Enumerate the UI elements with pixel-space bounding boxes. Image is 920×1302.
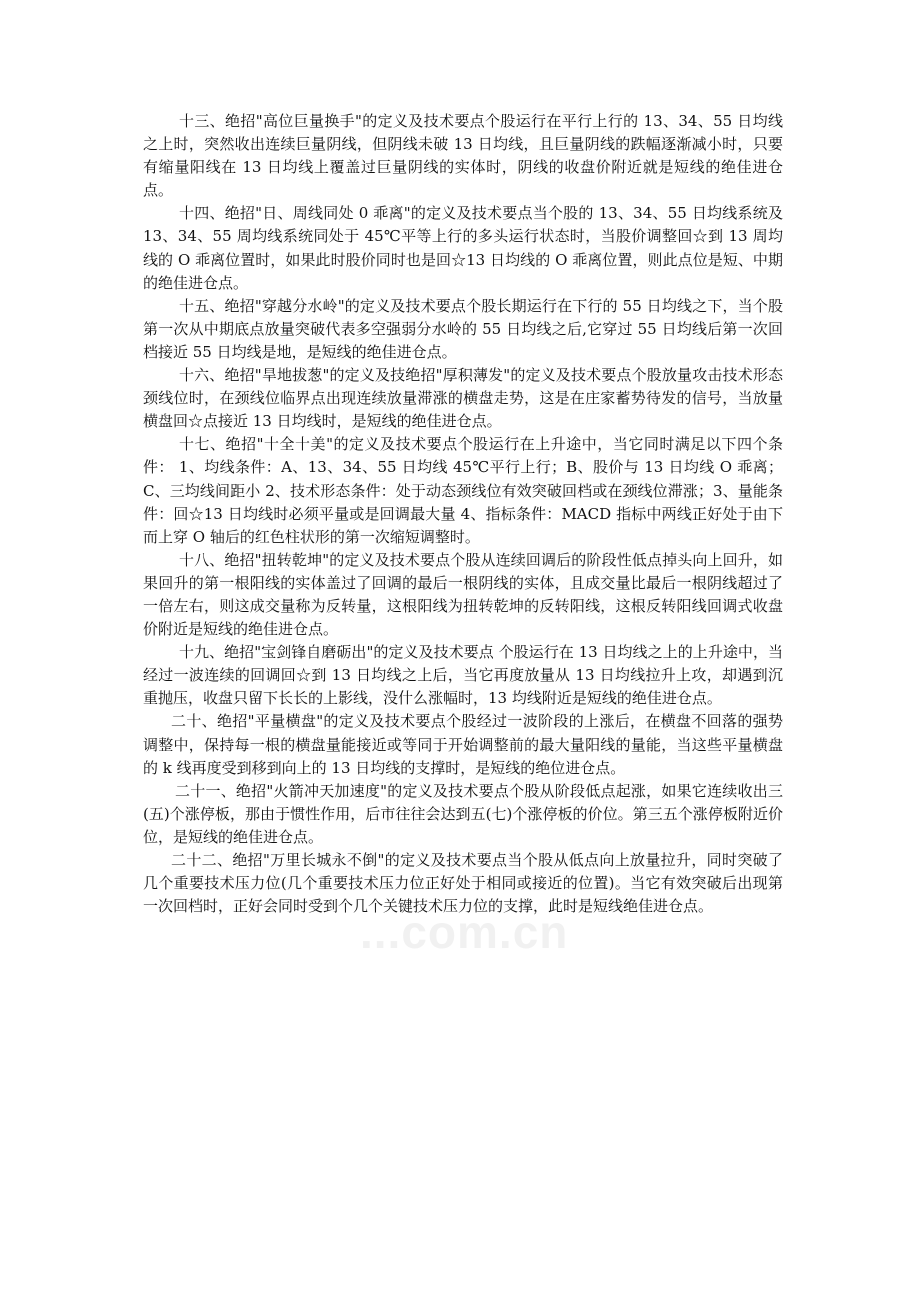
paragraph-21: 二十一、绝招"火箭冲天加速度"的定义及技术要点个股从阶段低点起涨，如果它连续收出三(五)个涨停板，那由于惯性作用，后市往往会达到五(七)个涨停板的价位。第三五个涨停板附近价位，是短线的绝佳进仓点。 <box>143 781 783 846</box>
paragraph-15: 十五、绝招"穿越分水岭"的定义及技术要点个股长期运行在下行的 55 日均线之下，当个股第一次从中期底点放量突破代表多空强弱分水岭的 55 日均线之后,它穿过 55 日均线后第一次回档接近 55 日均线是地，是短线的绝佳进仓点。 <box>143 296 783 361</box>
paragraph-17: 十七、绝招"十全十美"的定义及技术要点个股运行在上升途中，当它同时满足以下四个条件： 1、均线条件：A、13、34、55 日均线 45℃平行上行；B、股价与 13 日均线 O 乖离；C、三均线间距小 2、技术形态条件：处于动态颈线位有效突破回档或在颈线位滞涨；3、量能条件：回☆13 日均线时必须平量或是回调最大量 4、指标条件：MACD 指标中两线正好处于由下而上穿 O 轴后的红色柱状形的第一次缩短调整时。 <box>143 435 783 546</box>
paragraph-13: 十三、绝招"高位巨量换手"的定义及技术要点个股运行在平行上行的 13、34、55 日均线之上时，突然收出连续巨量阴线，但阴线未破 13 日均线，且巨量阴线的跌幅逐渐减小时，只要有缩量阳线在 13 日均线上覆盖过巨量阴线的实体时，阴线的收盘价附近就是短线的绝佳进仓点。 <box>143 112 783 200</box>
paragraph-16: 十六、绝招"旱地拔葱"的定义及技绝招"厚积薄发"的定义及技术要点个股放量攻击技术形态颈线位时，在颈线位临界点出现连续放量滞涨的横盘走势，这是在庄家蓄势待发的信号，当放量横盘回☆点接近 13 日均线时，是短线的绝佳进仓点。 <box>143 366 783 431</box>
paragraph-14: 十四、绝招"日、周线同处 0 乖离"的定义及技术要点当个股的 13、34、55 日均线系统及 13、34、55 周均线系统同处于 45℃平等上行的多头运行状态时，当股价调整回☆到 13 周均线的 O 乖离位置时，如果此时股价同时也是回☆13 日均线的 O 乖离位置，则此点位是短、中期的绝佳进仓点。 <box>143 204 783 292</box>
paragraph-22: 二十二、绝招"万里长城永不倒"的定义及技术要点当个股从低点向上放量拉升，同时突破了几个重要技术压力位(几个重要技术压力位正好处于相同或接近的位置)。当它有效突破后出现第一次回档时，正好会同时受到个几个关键技术压力位的支撑，此时是短线绝佳进仓点。 <box>143 851 783 916</box>
document-body <box>143 110 783 918</box>
watermark-text: ...com.cn <box>360 906 569 958</box>
paragraph-18: 十八、绝招"扭转乾坤"的定义及技术要点个股从连续回调后的阶段性低点掉头向上回升，如果回升的第一根阳线的实体盖过了回调的最后一根阴线的实体，且成交量比最后一根阴线超过了一倍左右，则这成交量称为反转量，这根阳线为扭转乾坤的反转阳线，这根反转阳线回调式收盘价附近是短线的绝佳进仓点。 <box>143 550 783 639</box>
paragraph-20: 二十、绝招"平量横盘"的定义及技术要点个股经过一波阶段的上涨后，在横盘不回落的强势调整中，保持每一根的横盘量能接近或等同于开始调整前的最大量阳线的量能，当这些平量横盘的 k 线再度受到移到向上的 13 日均线的支撑时，是短线的绝位进仓点。 <box>143 712 783 777</box>
paragraph-19: 十九、绝招"宝剑锋自磨砺出"的定义及技术要点 个股运行在 13 日均线之上的上升途中，当经过一波连续的回调回☆到 13 日均线之上后，当它再度放量从 13 日均线拉升上攻，却遇到沉重抛压，收盘只留下长长的上影线，没什么涨幅时，13 均线附近是短线的绝佳进仓点。 <box>143 643 783 708</box>
